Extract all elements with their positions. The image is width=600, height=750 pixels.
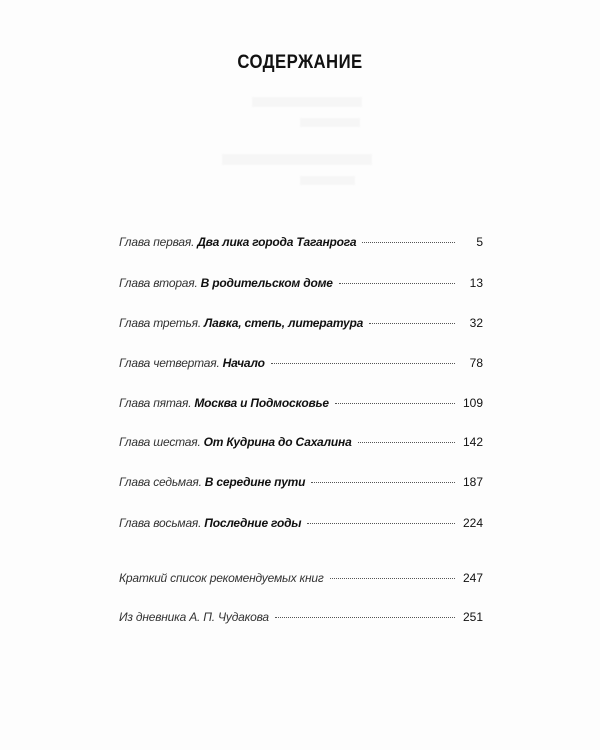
chapter-label: Глава пятая. [119, 396, 192, 410]
dot-leader [275, 617, 455, 618]
page-number: 13 [469, 276, 483, 290]
chapter-label: Глава четвертая. [119, 356, 220, 370]
page-number: 142 [462, 435, 483, 449]
toc-entry-chapter-3[interactable] [119, 314, 483, 332]
chapter-label: Глава вторая. [119, 276, 198, 290]
dot-leader [330, 578, 455, 579]
toc-entry-chapter-7[interactable] [119, 473, 483, 491]
page-number: 78 [469, 356, 483, 370]
page-number: 224 [462, 516, 483, 530]
toc-entry-diary[interactable] [119, 608, 483, 626]
chapter-title: Два лика города Таганрога [197, 235, 357, 249]
page-number: 109 [462, 396, 483, 410]
toc-entry-chapter-1[interactable] [119, 233, 483, 251]
bleed-through-text [222, 154, 372, 165]
bleed-through-text [252, 97, 362, 107]
chapter-label: Глава шестая. [119, 435, 201, 449]
toc-entry-chapter-5[interactable] [119, 394, 483, 412]
entry-title: Краткий список рекомендуемых книг [119, 571, 324, 585]
page-number: 251 [462, 610, 483, 624]
dot-leader [369, 323, 455, 324]
page-number: 187 [462, 475, 483, 489]
page-number: 32 [469, 316, 483, 330]
toc-entry-reading-list[interactable] [119, 569, 483, 587]
toc-entry-chapter-4[interactable] [119, 354, 483, 372]
chapter-label: Глава первая. [119, 235, 195, 249]
toc-entry-chapter-6[interactable] [119, 433, 483, 451]
dot-leader [358, 442, 455, 443]
chapter-title: От Кудрина до Сахалина [203, 435, 352, 449]
chapter-title: Последние годы [204, 516, 302, 530]
chapter-title: Начало [222, 356, 265, 370]
dot-leader [362, 242, 455, 243]
dot-leader [311, 482, 455, 483]
dot-leader [271, 363, 455, 364]
page-title: СОДЕРЖАНИЕ [237, 52, 363, 73]
dot-leader [339, 283, 455, 284]
chapter-title: Лавка, степь, литература [203, 316, 364, 330]
dot-leader [335, 403, 455, 404]
dot-leader [307, 523, 455, 524]
chapter-title: В середине пути [204, 475, 306, 489]
toc-entry-chapter-8[interactable] [119, 514, 483, 532]
chapter-title: Москва и Подмосковье [194, 396, 329, 410]
chapter-label: Глава восьмая. [119, 516, 202, 530]
chapter-label: Глава седьмая. [119, 475, 202, 489]
chapter-title: В родительском доме [200, 276, 333, 290]
page-number: 5 [476, 235, 483, 249]
bleed-through-text [300, 118, 360, 127]
page-number: 247 [462, 571, 483, 585]
entry-title: Из дневника А. П. Чудакова [119, 610, 269, 624]
toc-entry-chapter-2[interactable] [119, 274, 483, 292]
chapter-label: Глава третья. [119, 316, 201, 330]
bleed-through-text [300, 176, 355, 185]
